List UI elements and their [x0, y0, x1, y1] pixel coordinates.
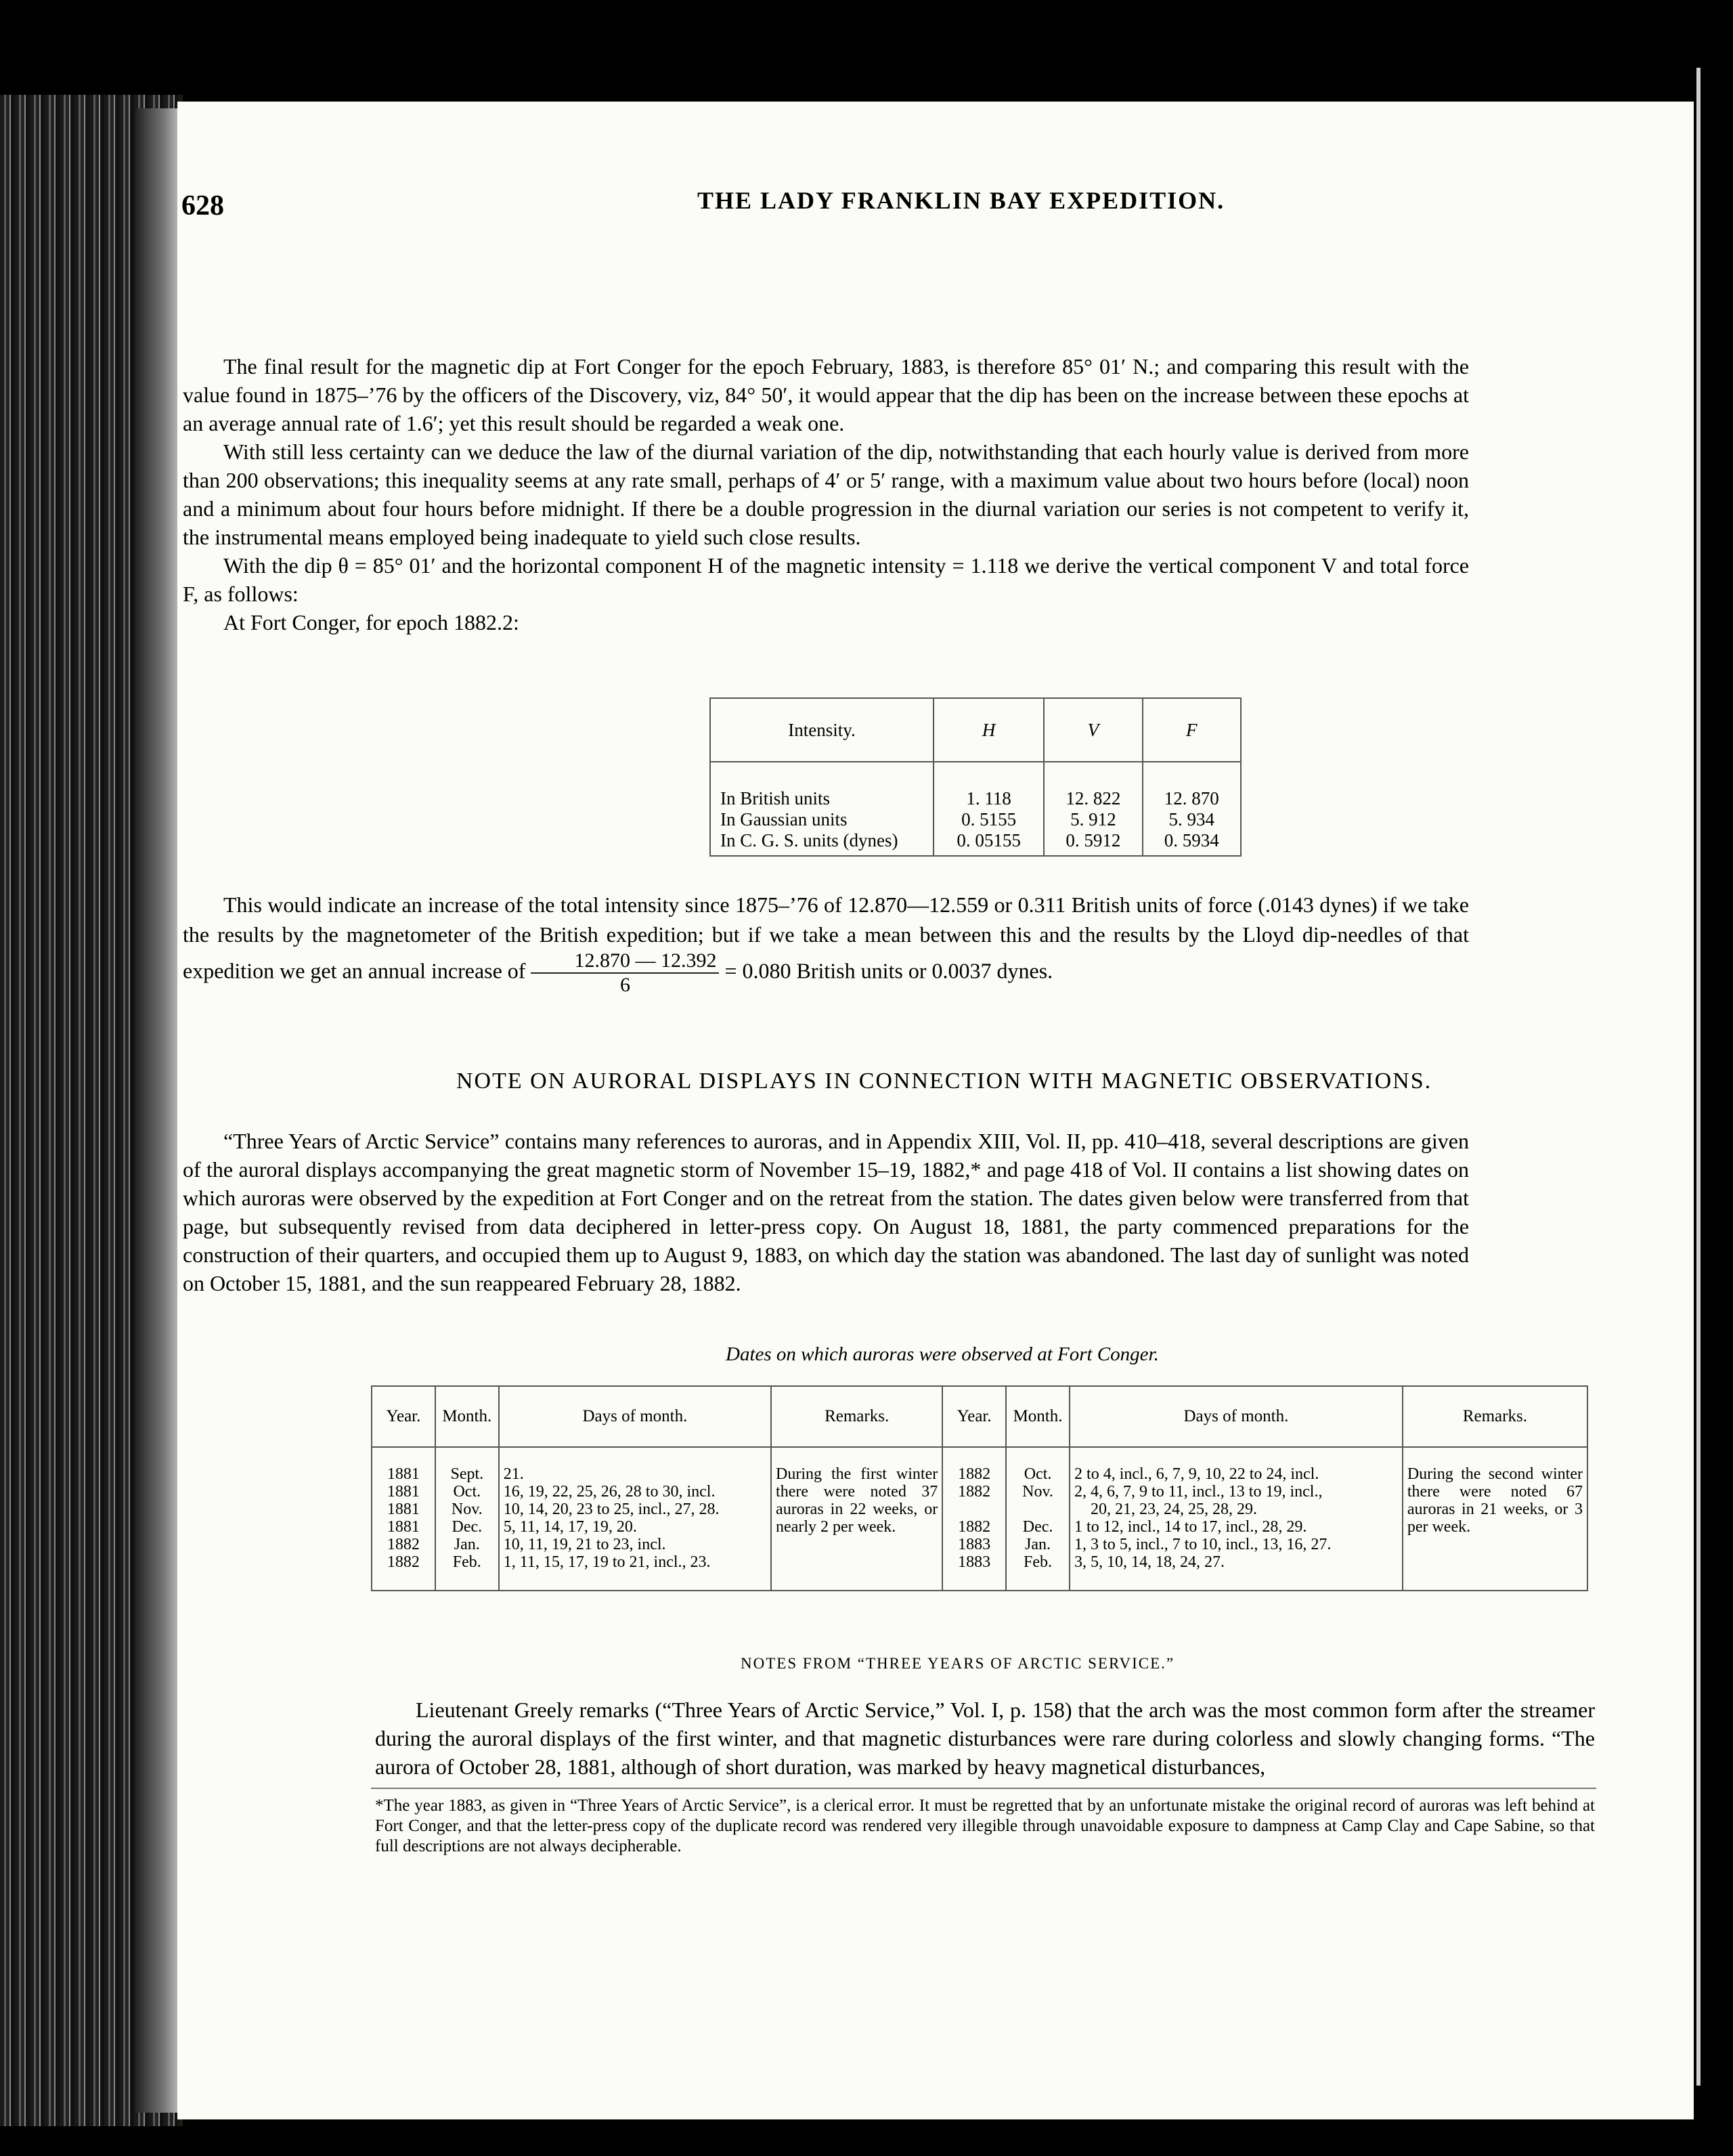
row-label: In British units: [720, 788, 831, 808]
table-caption: Dates on which auroras were observed at Fort Conger.: [726, 1343, 1159, 1365]
fraction: [531, 949, 719, 997]
days-second-winter: 2 to 4, incl., 6, 7, 9, 10, 22 to 24, incl. 2, 4, 6, 7, 9 to 11, incl., 13 to 19, incl., 20, 21, 23, 24, 25, 28, 29. 1 to 12, incl., 14 to 17, incl., 28, 29. 1, 3 to 5, incl., 7 to 10, incl., 13, 16, 27. 3, 5, 10, 14, 18, 24, 27.: [1070, 1447, 1403, 1591]
paragraph-vertical-component: With the dip θ = 85° 01′ and the horizontal component H of the magnetic intensity = 1.118 we derive the vertical component V and total force F, as follows:: [183, 553, 1469, 606]
table-cell: 12. 870: [1164, 788, 1219, 808]
running-title: THE LADY FRANKLIN BAY EXPEDITION.: [697, 187, 1225, 214]
increase-text-block: [183, 890, 1469, 997]
paragraph-auroral: “Three Years of Arctic Service” contains many references to auroras, and in Appendix XIII, Vol. II, pp. 410–418, several descriptions are given of the auroral displays accompanying the great magnetic storm of November 15–19, 1882,* and page 418 of Vol. II contains a list showing dates on which auroras were observed by the expedition at Fort Conger and on the retreat from the station. The dates given below were transferred from that page, but subsequently revised from data deciphered in letter-press copy. On August 18, 1881, the party commenced preparations for the construction of their quarters, and occupied them up to August 9, 1883, on which day the station was abandoned. The last day of sunlight was noted on October 15, 1881, and the sun reappeared February 28, 1882.: [183, 1129, 1469, 1295]
v-header: V: [1087, 719, 1099, 740]
units-column: [710, 762, 934, 856]
f-column: [1143, 762, 1241, 856]
aurora-dates-table: [371, 1385, 1588, 1591]
row-label: In Gaussian units: [720, 809, 848, 829]
table-cell: 1. 118: [966, 788, 1011, 808]
col-days: Days of month.: [499, 1386, 771, 1447]
col-month-2: Month.: [1006, 1386, 1070, 1447]
auroral-text-block: [183, 1127, 1469, 1297]
col-month: Month.: [435, 1386, 499, 1447]
years-1882-1883: 1882 1882 1882 1883 1883: [942, 1447, 1006, 1591]
h-header: H: [982, 719, 996, 740]
row-label: In C. G. S. units (dynes): [720, 830, 898, 850]
dip-text-block: [183, 352, 1469, 637]
increase-result: = 0.080 British units or 0.0037 dynes.: [724, 958, 1053, 983]
col-remarks: Remarks.: [771, 1386, 942, 1447]
gutter-shadow: [135, 108, 183, 2113]
paragraph-greely: Lieutenant Greely remarks (“Three Years of Arctic Service,” Vol. I, p. 158) that the arch was the most common form after the streamer during the auroral displays of the first winter, and that magnetic disturbances were rare during colorless and slowly changing forms. “The aurora of October 28, 1881, although of short duration, was marked by heavy magnetical disturbances,: [375, 1698, 1595, 1779]
intensity-table: [709, 697, 1242, 857]
v-column: [1044, 762, 1142, 856]
paragraph-epoch: At Fort Conger, for epoch 1882.2:: [223, 610, 519, 634]
table-cell: 12. 822: [1066, 788, 1121, 808]
notes-heading: NOTES FROM “THREE YEARS OF ARCTIC SERVICE.”: [741, 1655, 1175, 1672]
table-cell: 5. 912: [1070, 809, 1116, 829]
remarks-second-winter: During the second winter there were noted 67 auroras in 21 weeks, or 3 per week.: [1403, 1447, 1587, 1591]
col-remarks-2: Remarks.: [1403, 1386, 1587, 1447]
months-second-winter: Oct. Nov. Dec. Jan. Feb.: [1006, 1447, 1070, 1591]
paragraph-dip-result: The final result for the magnetic dip at Fort Conger for the epoch February, 1883, is therefore 85° 01′ N.; and comparing this result with the value found in 1875–’76 by the officers of the Discovery, viz, 84° 50′, it would appear that the dip has been on the increase between these epochs at an average annual rate of 1.6′; yet this result should be regarded a weak one.: [183, 354, 1469, 435]
page-edge-line: [1696, 68, 1701, 2086]
table-cell: 0. 5155: [961, 809, 1017, 829]
footnote: *The year 1883, as given in “Three Years of Arctic Service”, is a clerical error. It must be regretted that by an unfortunate mistake the original record of auroras was left behind at Fort Conger, and that the letter-press copy of the duplicate record was rendered very illegible through unavoidable exposure to dampness at Camp Clay and Cape Sabine, so that full descriptions are not always decipherable.: [375, 1796, 1595, 1855]
greely-text-block: [375, 1696, 1595, 1781]
days-first-winter: 21. 16, 19, 22, 25, 26, 28 to 30, incl. 10, 14, 20, 23 to 25, incl., 27, 28. 5, 11, 14, 17, 19, 20. 10, 11, 19, 21 to 23, incl. 1, 11, 15, 17, 19 to 21, incl., 23.: [499, 1447, 771, 1591]
col-year-2: Year.: [942, 1386, 1006, 1447]
h-column: [934, 762, 1044, 856]
table-cell: 0. 05155: [957, 830, 1021, 850]
intensity-header: Intensity.: [710, 698, 934, 762]
col-year: Year.: [372, 1386, 435, 1447]
remarks-first-winter: During the first winter there were noted 37 auroras in 22 weeks, or nearly 2 per week.: [771, 1447, 942, 1591]
months-first-winter: Sept. Oct. Nov. Dec. Jan. Feb.: [435, 1447, 499, 1591]
section-heading: NOTE ON AURORAL DISPLAYS IN CONNECTION WITH MAGNETIC OBSERVATIONS.: [456, 1069, 1432, 1094]
col-days-2: Days of month.: [1070, 1386, 1403, 1447]
table-cell: 0. 5934: [1164, 830, 1219, 850]
footnote-rule: [371, 1788, 1596, 1789]
fraction-numerator: 12.870 — 12.392: [531, 949, 719, 974]
table-cell: 5. 934: [1168, 809, 1215, 829]
paragraph-diurnal-variation: With still less certainty can we deduce the law of the diurnal variation of the dip, notwithstanding that each hourly value is derived from more than 200 observations; this inequality seems at any rate small, perhaps of 4′ or 5′ range, with a maximum value about two hours before (local) noon and a minimum about four hours before midnight. If there be a double progression in the diurnal variation our series is not competent to verify it, the instrumental means employed being inadequate to yield such close results.: [183, 439, 1469, 549]
f-header: F: [1186, 719, 1198, 740]
page-number: 628: [181, 190, 224, 221]
increase-text: This would indicate an increase of the total intensity since 1875–’76 of 12.870—12.559 or 0.311 British units of force (.0143 dynes) if we take the results by the magnetometer of the British expedition; but if we take a mean between this and the results by the Lloyd dip-needles of that expedition we get an annual increase of: [183, 892, 1469, 983]
fraction-denominator: 6: [619, 974, 630, 996]
table-cell: 0. 5912: [1066, 830, 1121, 850]
years-1881-1882: 1881 1881 1881 1881 1882 1882: [372, 1447, 435, 1591]
